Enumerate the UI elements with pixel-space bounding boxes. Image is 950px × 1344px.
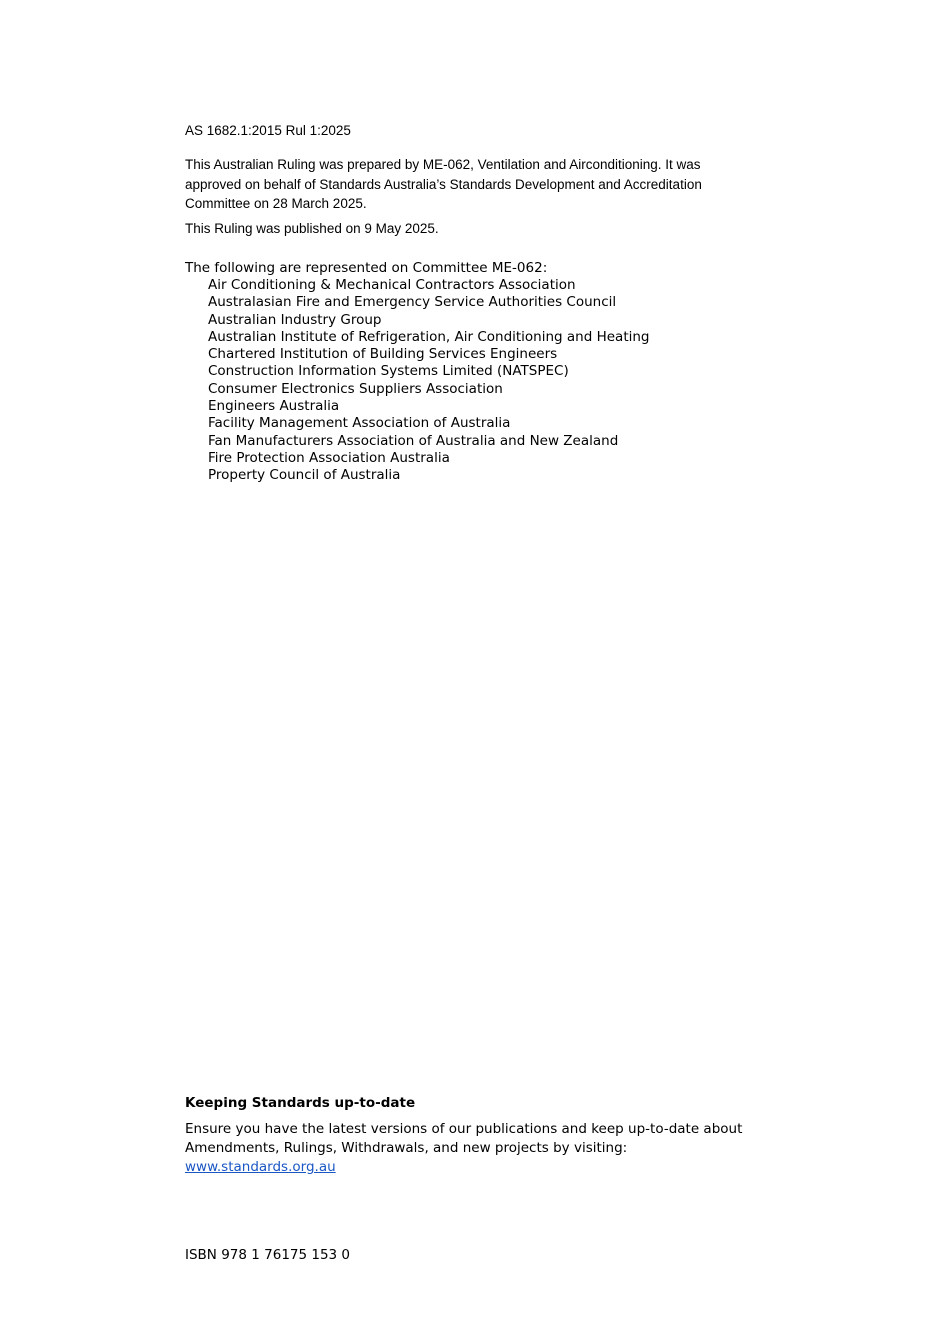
update-description: Ensure you have the latest versions of our publications and keep up-to-date about Amendments, Rulings, Withdrawals, and new projects by visiting:	[185, 1121, 743, 1156]
publication-statement: This Ruling was published on 9 May 2025.	[185, 221, 439, 236]
committee-member: Air Conditioning & Mechanical Contractors Association	[208, 277, 576, 293]
committee-member: Chartered Institution of Building Services Engineers	[208, 346, 558, 363]
committee-intro: The following are represented on Committee ME-062:	[185, 260, 548, 276]
committee-member: Australian Industry Group	[208, 311, 382, 328]
isbn-number: ISBN 978 1 76175 153 0	[185, 1247, 351, 1263]
committee-member: Property Council of Australia	[208, 467, 401, 484]
committee-section	[185, 259, 650, 485]
committee-member-list	[185, 277, 650, 485]
section-heading: Keeping Standards up-to-date	[185, 1095, 416, 1111]
keeping-up-to-date-section	[185, 1094, 785, 1177]
standards-website-link[interactable]: www.standards.org.au	[185, 1159, 336, 1175]
document-designation: AS 1682.1:2015 Rul 1:2025	[185, 123, 351, 138]
committee-member: Fan Manufacturers Association of Australia and New Zealand	[208, 432, 619, 449]
preparation-statement: This Australian Ruling was prepared by ME-062, Ventilation and Airconditioning. It was approved on behalf of Standards Australia’s Standards Development and Accreditation Committee on 28 March 2025.	[185, 157, 702, 211]
committee-member: Consumer Electronics Suppliers Association	[208, 380, 503, 397]
committee-member: Australian Institute of Refrigeration, Air Conditioning and Heating	[208, 328, 650, 345]
committee-member: Construction Information Systems Limited (NATSPEC)	[208, 363, 569, 380]
committee-member: Australasian Fire and Emergency Service Authorities Council	[208, 294, 617, 311]
committee-member: Engineers Australia	[208, 398, 340, 415]
committee-member: Fire Protection Association Australia	[208, 449, 450, 466]
committee-member: Facility Management Association of Australia	[208, 415, 511, 432]
